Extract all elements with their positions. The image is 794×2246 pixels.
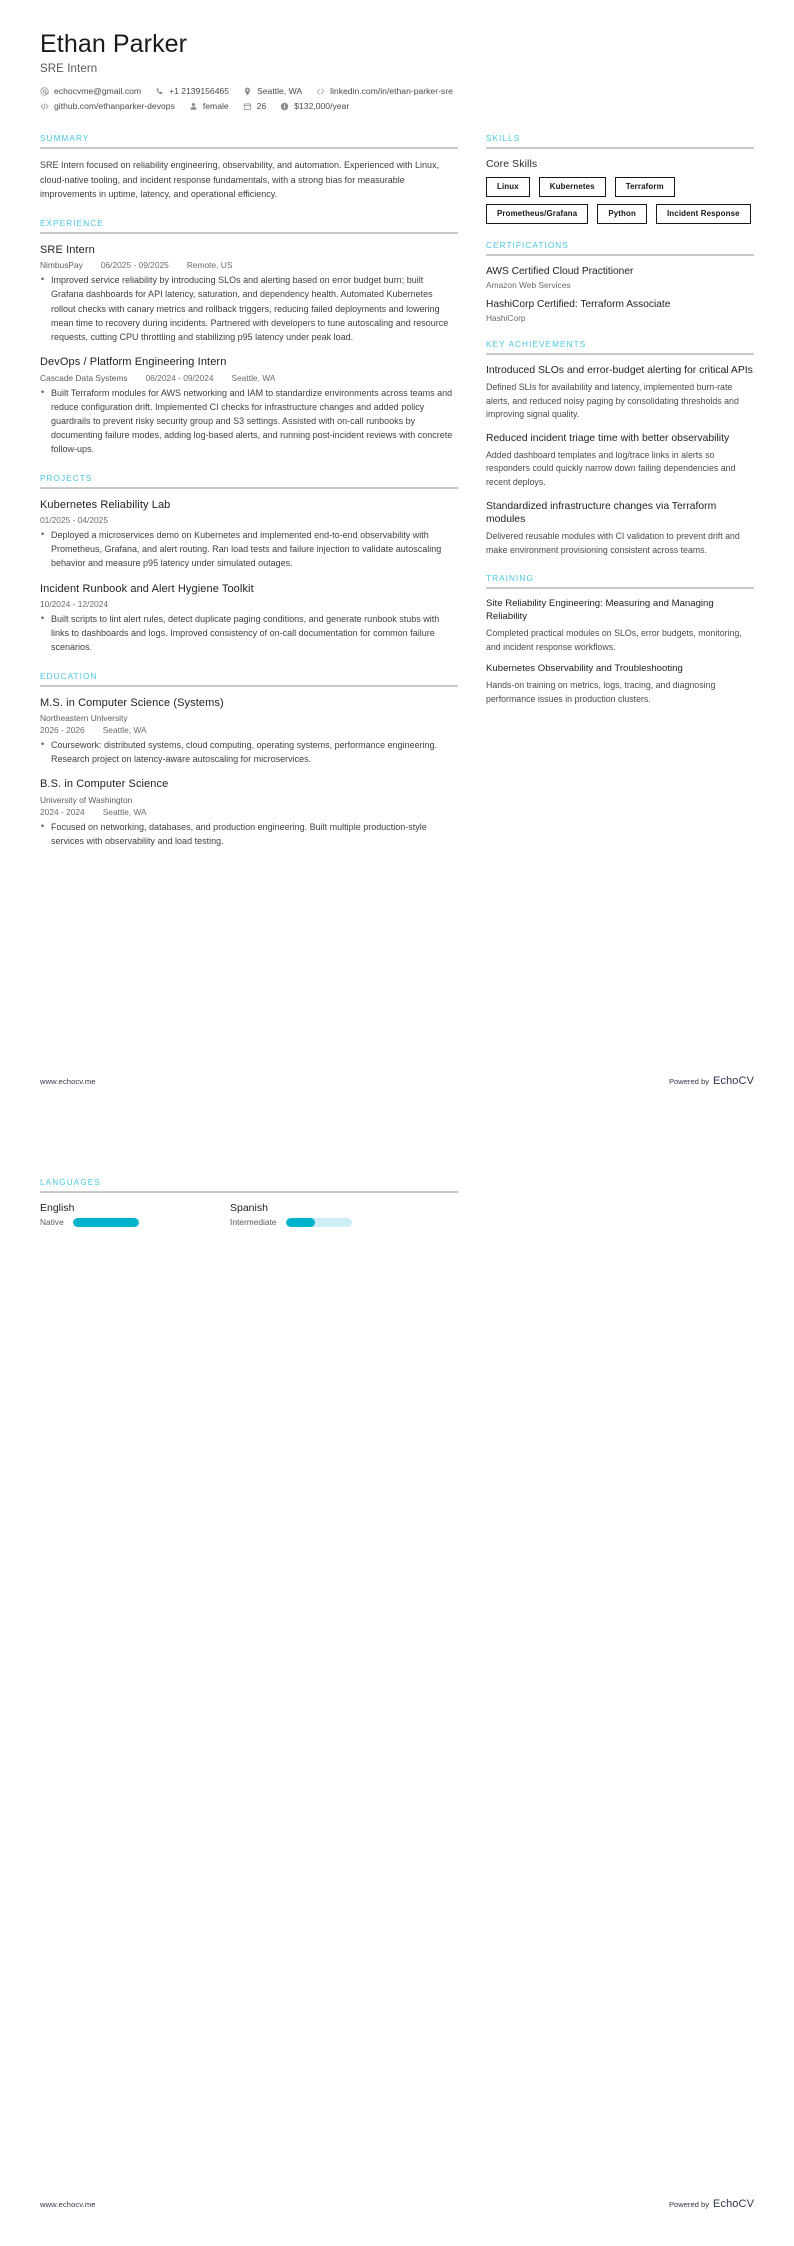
project-meta	[40, 515, 458, 525]
phone-icon	[155, 87, 164, 96]
section-heading-languages: LANGUAGES	[40, 1178, 101, 1187]
section-divider	[40, 487, 458, 489]
bullet-item: • Built scripts to lint alert rules, detect duplicate paging conditions, and generate runbook stubs with links to dashboards and logs. Improved consistency of on-call documentation for common failure scenarios.	[40, 612, 458, 655]
section-experience	[40, 219, 458, 457]
education-dates: 2026 - 2026	[40, 724, 85, 735]
footer-url[interactable]: www.echocv.me	[40, 2200, 96, 2209]
section-heading-education: EDUCATION	[40, 671, 98, 681]
experience-dates: 06/2024 - 09/2024	[145, 372, 214, 383]
project-dates: 10/2024 - 12/2024	[40, 598, 108, 609]
skill-chip: Kubernetes	[539, 177, 606, 197]
bullet-item: • Coursework: distributed systems, cloud computing, operating systems, performance engineering. Research project on latency-aware autoscaling for microservices.	[40, 738, 458, 766]
contact-location	[243, 86, 302, 97]
section-heading-certifications: CERTIFICATIONS	[486, 240, 569, 250]
language-level-row	[230, 1217, 420, 1227]
bullet-item: • Deployed a microservices demo on Kubernetes and implemented end-to-end observability with Prometheus, Grafana, and alert routing. Ran load tests and failure injection to validate autoscaling behavior and measure p95 latency under simulated outages.	[40, 528, 458, 571]
resume-columns	[40, 134, 754, 865]
contact-location-text: Seattle, WA	[257, 85, 303, 96]
experience-dates: 06/2025 - 09/2025	[100, 260, 169, 271]
left-column-page2	[40, 1178, 458, 1244]
section-divider	[486, 254, 754, 256]
training-description: Completed practical modules on SLOs, error budgets, monitoring, and incident response workflows.	[486, 628, 742, 652]
education-location: Seattle, WA	[102, 806, 147, 817]
education-entry	[40, 696, 458, 767]
section-divider	[40, 232, 458, 234]
education-entry	[40, 777, 458, 848]
footer-powered-label: Powered by	[668, 2200, 710, 2209]
contact-phone-text: +1 2139156465	[169, 85, 230, 96]
certification-name: AWS Certified Cloud Practitioner	[486, 265, 634, 277]
section-heading-skills: SKILLS	[486, 134, 521, 144]
language-item	[230, 1202, 420, 1227]
bullet-item: • Focused on networking, databases, and production engineering. Built multiple production-style services with observability and load testing.	[40, 820, 458, 848]
achievement-title: Introduced SLOs and error-budget alerting for critical APIs	[486, 365, 753, 377]
section-divider	[40, 685, 458, 687]
language-level-row	[40, 1217, 230, 1227]
section-key-achievements	[486, 340, 754, 557]
education-meta	[40, 713, 458, 735]
page-footer	[40, 1075, 754, 1087]
education-degree: M.S. in Computer Science (Systems)	[40, 696, 224, 709]
language-name: Spanish	[230, 1202, 268, 1214]
achievement-item	[486, 432, 754, 490]
education-bullets	[40, 820, 458, 848]
experience-location: Remote, US	[186, 260, 233, 271]
section-heading-experience: EXPERIENCE	[40, 218, 104, 228]
project-entry	[40, 582, 458, 655]
achievement-description: Added dashboard templates and log/trace links in alerts so responders could quickly narrow down failing dependencies and recent deploys.	[486, 449, 736, 487]
footer-brand-name: EchoCV	[713, 1075, 754, 1087]
experience-org: NimbusPay	[40, 260, 83, 271]
contact-salary	[280, 101, 349, 112]
language-name: English	[40, 1202, 75, 1214]
contact-linkedin[interactable]	[316, 86, 453, 97]
skills-chip-list	[486, 177, 754, 224]
experience-title: DevOps / Platform Engineering Intern	[40, 356, 227, 369]
experience-bullets	[40, 386, 458, 457]
left-column	[40, 134, 458, 865]
experience-bullets	[40, 273, 458, 344]
education-dates: 2024 - 2024	[40, 806, 85, 817]
person-icon	[189, 102, 198, 111]
section-divider	[40, 147, 458, 149]
resume-columns-page2	[40, 1178, 754, 1244]
calendar-icon	[243, 102, 252, 111]
contact-age-text: 26	[256, 100, 267, 111]
section-heading-summary: SUMMARY	[40, 134, 90, 144]
bullet-item: • Improved service reliability by introducing SLOs and alerting based on error budget burn; built Grafana dashboards for API latency, saturation, and dependency health. Automated Kubernetes rollout checks with canary metrics and rollback triggers, reducing failed deployments and lowering mean time to recovery during incidents. Partnered with developers to tune autoscaling and resource requests, cutting CPU throttling and stabilizing p95 latency under peak load.	[40, 273, 458, 344]
experience-entry	[40, 243, 458, 344]
footer-brand	[669, 2198, 754, 2210]
project-bullets	[40, 528, 458, 571]
section-education	[40, 672, 458, 848]
contact-info	[40, 86, 754, 112]
code-icon	[40, 102, 49, 111]
education-degree: B.S. in Computer Science	[40, 778, 169, 791]
info-icon	[280, 102, 289, 111]
section-certifications	[486, 241, 754, 324]
contact-gender	[189, 101, 229, 112]
section-heading-key-achievements: KEY ACHIEVEMENTS	[486, 340, 587, 350]
contact-email[interactable]	[40, 86, 141, 97]
language-level: Native	[40, 1217, 64, 1227]
resume-header	[40, 30, 754, 112]
training-title: Kubernetes Observability and Troubleshooting	[486, 663, 683, 675]
section-divider	[40, 1191, 458, 1193]
language-item	[40, 1202, 230, 1227]
contact-github-text: github.com/ethanparker-devops	[54, 100, 175, 111]
language-level: Intermediate	[230, 1217, 277, 1227]
bullet-item: • Built Terraform modules for AWS networking and IAM to standardize environments across teams and reduce configuration drift. Implemented CI checks for infrastructure changes and added policy guardrails to prevent risky security group and S3 settings. Assisted with on-call runbooks by documenting failure modes, adding log-based alerts, and running post-incident reviews with concrete follow-ups.	[40, 386, 458, 457]
section-training	[486, 574, 754, 706]
contact-linkedin-text: linkedin.com/in/ethan-parker-sre	[330, 85, 453, 96]
training-title: Site Reliability Engineering: Measuring and Managing Reliability	[486, 598, 714, 623]
candidate-job-title: SRE Intern	[40, 62, 98, 75]
location-pin-icon	[243, 87, 252, 96]
language-proficiency-bar	[73, 1218, 139, 1227]
languages-list	[40, 1202, 458, 1227]
section-divider	[486, 353, 754, 355]
contact-phone[interactable]	[155, 86, 229, 97]
achievement-title: Reduced incident triage time with better observability	[486, 433, 730, 445]
skill-chip: Linux	[486, 177, 530, 197]
page-footer	[40, 2198, 754, 2210]
section-divider	[486, 147, 754, 149]
skill-chip: Python	[597, 204, 647, 224]
language-proficiency-fill	[73, 1218, 139, 1227]
achievement-item	[486, 500, 754, 558]
section-heading-projects: PROJECTS	[40, 473, 93, 483]
project-title: Kubernetes Reliability Lab	[40, 498, 171, 511]
section-projects	[40, 474, 458, 655]
footer-brand-name: EchoCV	[713, 2198, 754, 2210]
experience-meta	[40, 373, 458, 383]
language-proficiency-bar	[286, 1218, 352, 1227]
contact-age	[243, 101, 267, 112]
right-column	[486, 134, 754, 724]
contact-github[interactable]	[40, 101, 175, 112]
project-title: Incident Runbook and Alert Hygiene Toolkit	[40, 582, 254, 595]
project-bullets	[40, 612, 458, 655]
skill-chip: Incident Response	[656, 204, 751, 224]
contact-salary-text: $132,000/year	[294, 100, 350, 111]
section-skills	[486, 134, 754, 224]
summary-text: SRE Intern focused on reliability engineering, observability, and automation. Experienced with Linux, cloud-native tooling, and incident response fundamentals, with a strong bias for measurable improvements in uptime, latency, and operational efficiency.	[40, 160, 440, 200]
experience-title: SRE Intern	[40, 243, 95, 256]
education-location: Seattle, WA	[102, 724, 147, 735]
contact-gender-text: female	[202, 100, 229, 111]
experience-meta	[40, 260, 458, 270]
link-icon	[316, 87, 325, 96]
email-icon	[40, 87, 49, 96]
footer-powered-label: Powered by	[668, 1077, 710, 1086]
achievement-description: Delivered reusable modules with CI validation to prevent drift and make environment provisioning consistent across teams.	[486, 531, 740, 555]
experience-location: Seattle, WA	[231, 372, 276, 383]
contact-row-1	[40, 86, 754, 97]
education-school: Northeastern University	[40, 712, 128, 723]
skill-chip: Prometheus/Grafana	[486, 204, 588, 224]
section-heading-training: TRAINING	[486, 574, 534, 584]
experience-entry	[40, 355, 458, 456]
skill-chip: Terraform	[615, 177, 675, 197]
project-dates: 01/2025 - 04/2025	[40, 514, 108, 525]
footer-url[interactable]: www.echocv.me	[40, 1077, 96, 1086]
certification-item	[486, 265, 754, 290]
footer-brand	[669, 1075, 754, 1087]
training-item	[486, 663, 754, 706]
section-divider	[486, 587, 754, 589]
certification-item	[486, 298, 754, 323]
certification-name: HashiCorp Certified: Terraform Associate	[486, 299, 671, 311]
certification-issuer: Amazon Web Services	[486, 280, 571, 291]
skills-group-label: Core Skills	[486, 158, 538, 171]
achievement-title: Standardized infrastructure changes via Terraform modules	[486, 500, 717, 526]
experience-org: Cascade Data Systems	[40, 372, 128, 383]
education-bullets	[40, 738, 458, 766]
contact-row-2	[40, 101, 754, 112]
achievement-description: Defined SLIs for availability and latency, implemented burn-rate alerts, and reduced noisy paging by consolidating thresholds and improving signal quality.	[486, 382, 739, 420]
contact-email-text: echocvme@gmail.com	[54, 85, 142, 96]
resume-page-2	[0, 1123, 794, 2246]
section-summary	[40, 134, 458, 202]
training-item	[486, 598, 754, 654]
candidate-name: Ethan Parker	[40, 30, 188, 58]
language-proficiency-fill	[286, 1218, 316, 1227]
section-languages	[40, 1178, 458, 1227]
education-school: University of Washington	[40, 794, 133, 805]
education-meta	[40, 795, 458, 817]
project-entry	[40, 498, 458, 571]
achievement-item	[486, 364, 754, 422]
training-description: Hands-on training on metrics, logs, tracing, and diagnosing performance issues in production clusters.	[486, 680, 716, 705]
project-meta	[40, 599, 458, 609]
certification-issuer: HashiCorp	[486, 313, 526, 324]
